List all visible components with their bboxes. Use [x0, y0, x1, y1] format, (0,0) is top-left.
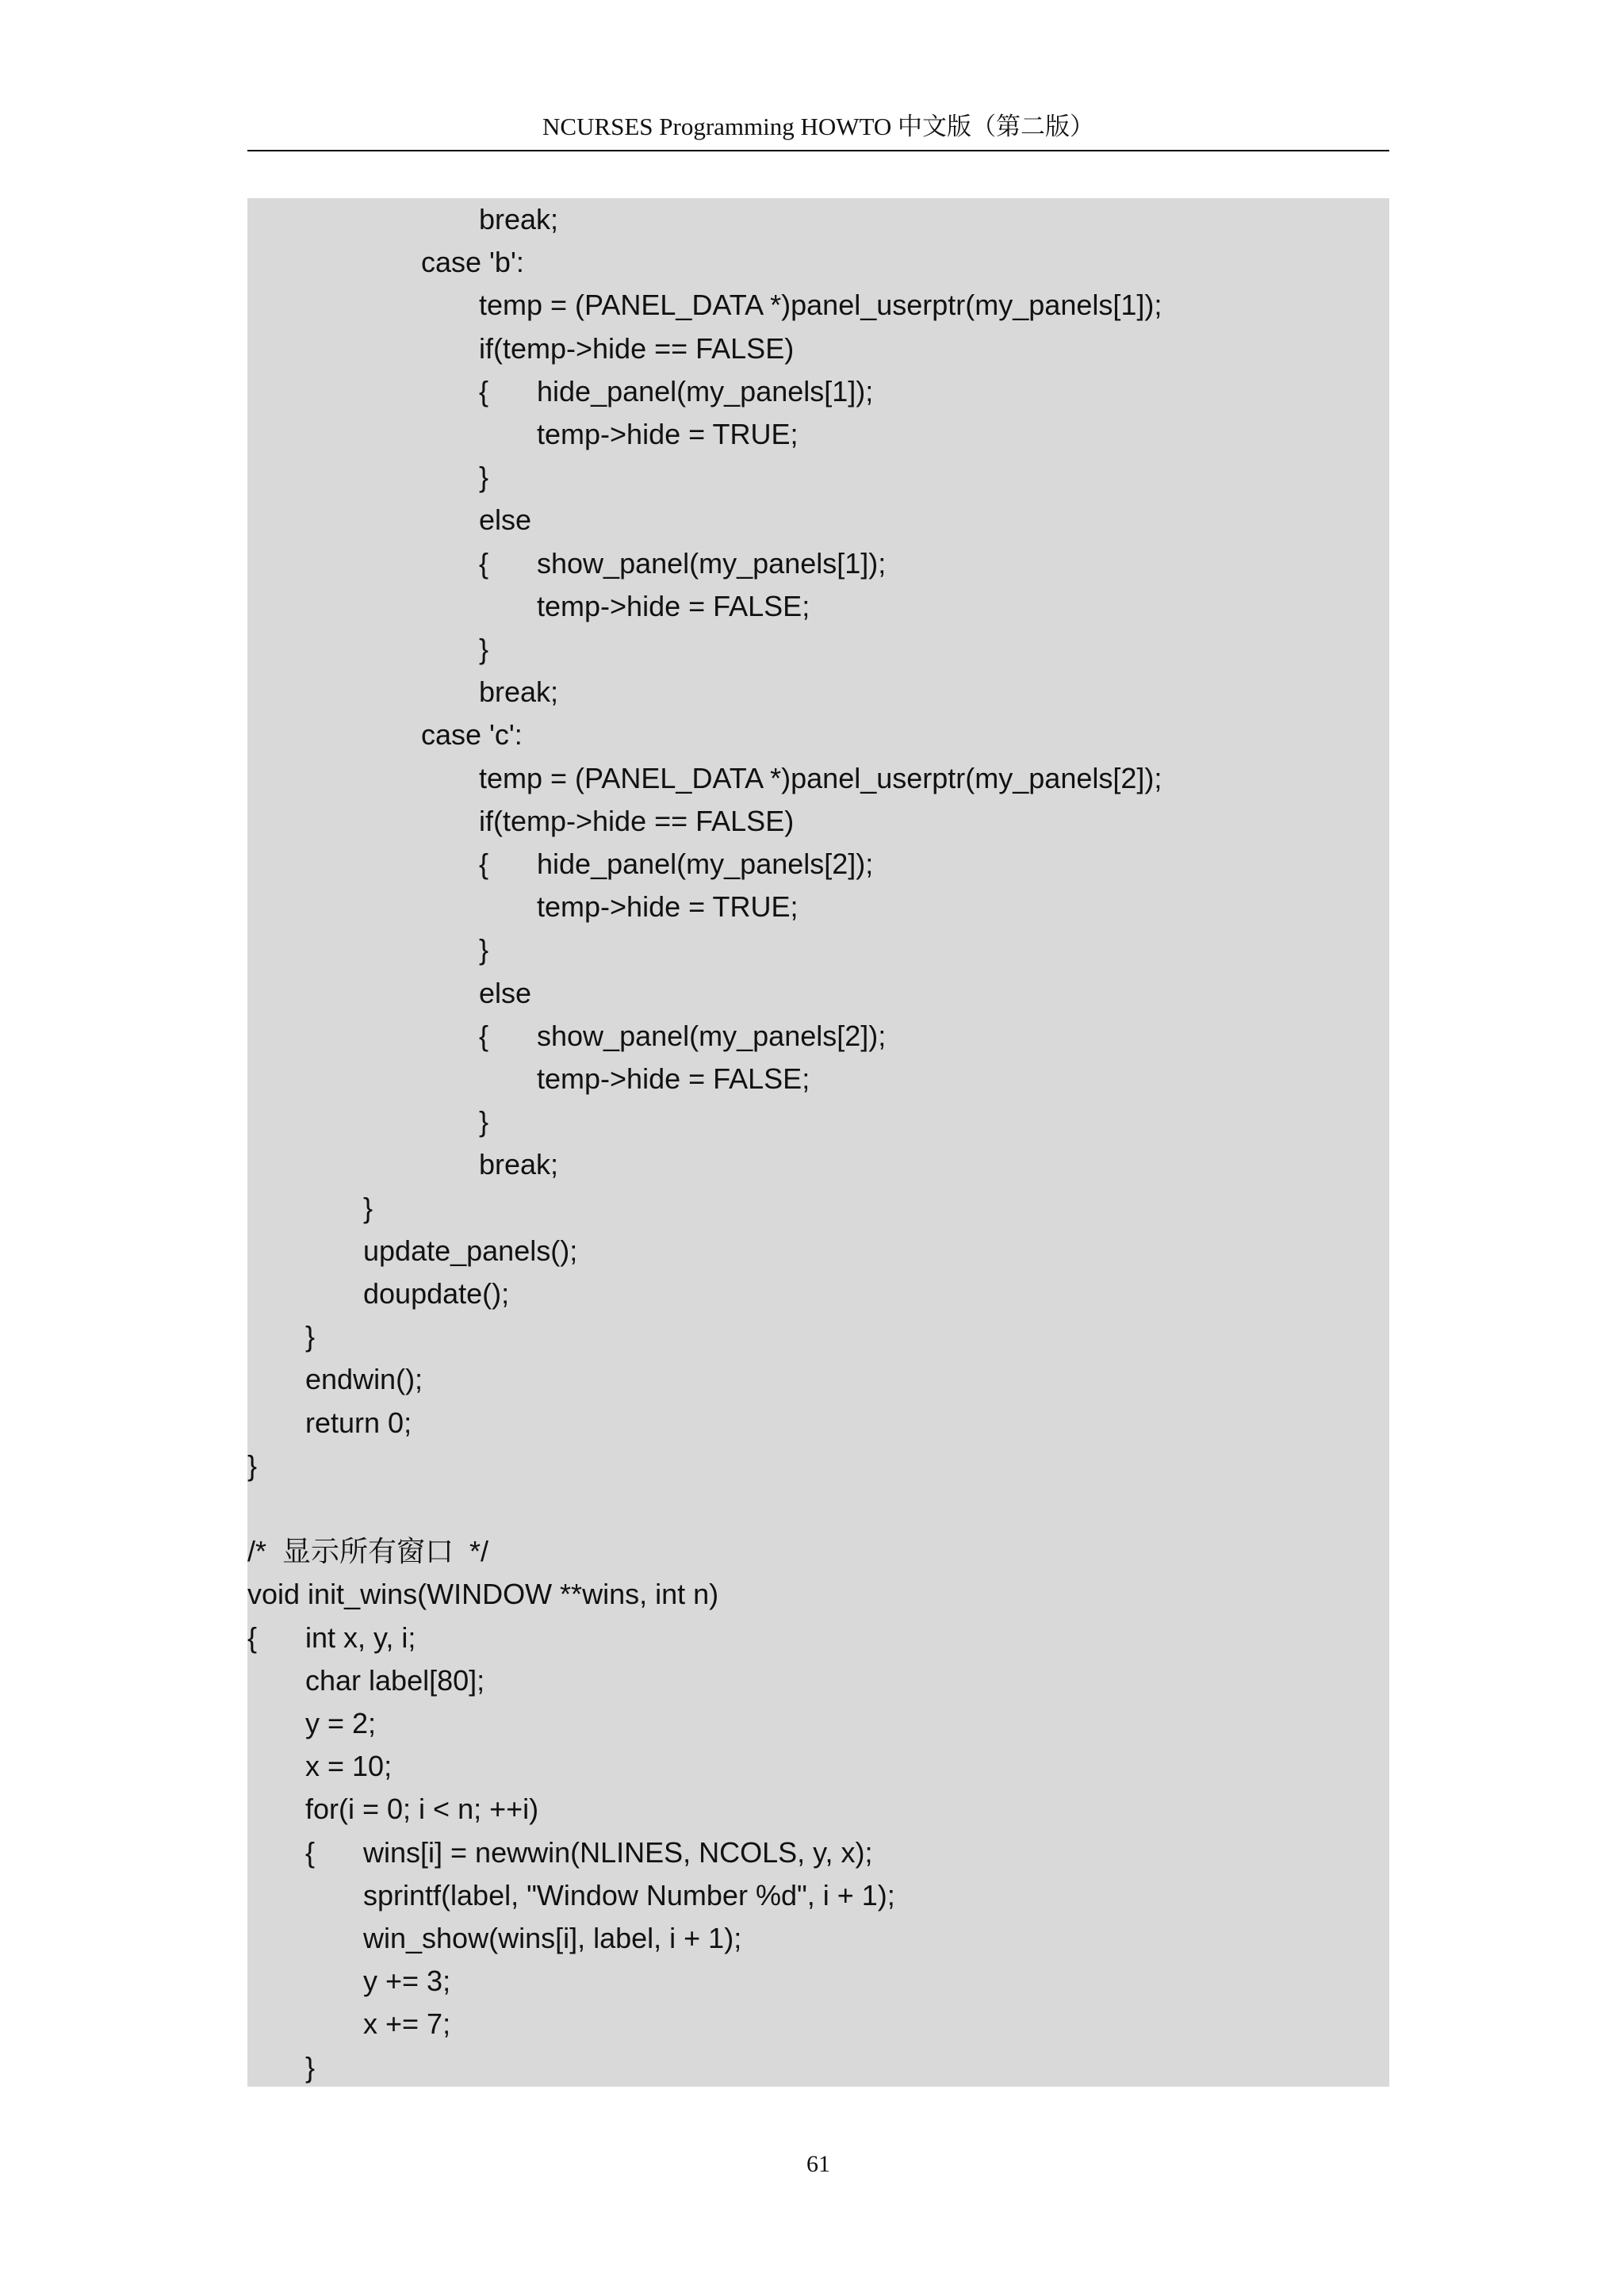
- code-line: [479, 972, 531, 1015]
- code-text: if(temp->hide == FALSE): [479, 804, 795, 837]
- code-text: else: [479, 503, 532, 537]
- code-line: [479, 284, 1162, 327]
- code-line: [363, 1230, 577, 1272]
- running-header: NCURSES Programming HOWTO 中文版（第二版）: [542, 113, 1095, 140]
- code-text: temp->hide = FALSE;: [537, 589, 810, 622]
- code-line: [363, 1960, 450, 2003]
- code-text: }: [479, 933, 489, 966]
- code-text: {: [247, 1621, 258, 1654]
- code-line: [479, 1015, 887, 1058]
- code-line: [305, 1788, 538, 1831]
- code-text: temp->hide = TRUE;: [537, 418, 799, 450]
- code-text: temp = (PANEL_DATA *)panel_userptr(my_panels[1]);: [479, 289, 1162, 322]
- code-text: case 'b':: [421, 246, 524, 279]
- code-line: [363, 1272, 509, 1315]
- code-line: [479, 800, 794, 843]
- code-line: [421, 241, 524, 284]
- code-text: temp->hide = TRUE;: [537, 890, 799, 924]
- code-line: [479, 1100, 488, 1143]
- code-text: endwin();: [305, 1363, 423, 1396]
- code-line: [305, 1402, 412, 1445]
- code-text: }: [363, 1191, 373, 1224]
- header-divider: [247, 150, 1389, 151]
- page-number: 61: [806, 2151, 830, 2177]
- code-text: else: [479, 976, 532, 1009]
- code-line: [363, 2003, 450, 2045]
- code-line: [305, 1358, 423, 1401]
- code-text: {: [479, 546, 489, 580]
- code-line: [479, 1143, 558, 1186]
- code-text: win_show(wins[i], label, i + 1);: [363, 1922, 742, 1954]
- code-text: }: [305, 1320, 316, 1353]
- code-line: [479, 928, 488, 971]
- code-text: case 'c':: [421, 718, 523, 752]
- code-text-tail: wins[i] = newwin(NLINES, NCOLS, y, x);: [363, 1835, 873, 1869]
- code-text: temp->hide = FALSE;: [537, 1062, 810, 1095]
- code-text: {: [305, 1835, 316, 1869]
- code-text-tail: hide_panel(my_panels[1]);: [537, 374, 874, 408]
- code-listing: [247, 198, 1389, 2087]
- code-line: [363, 1187, 373, 1230]
- code-text: sprintf(label, "Window Number %d", i + 1);: [363, 1878, 895, 1911]
- code-text-tail: show_panel(my_panels[2]);: [537, 1019, 887, 1052]
- code-line: [363, 1874, 895, 1917]
- code-line: [479, 843, 874, 886]
- code-line: [537, 1058, 810, 1100]
- code-text: update_panels();: [363, 1234, 578, 1267]
- code-text: }: [479, 461, 489, 494]
- code-line: [479, 757, 1162, 800]
- code-line: [537, 886, 798, 928]
- code-text: {: [479, 848, 489, 880]
- code-line: [305, 1831, 873, 1874]
- code-line: [537, 413, 798, 456]
- code-line: [247, 1445, 257, 1487]
- code-line: [479, 327, 794, 370]
- code-line: [479, 499, 531, 541]
- code-line: [479, 671, 558, 714]
- code-text: /* 显示所有窗口 */: [247, 1535, 489, 1568]
- code-line: [305, 1315, 315, 1358]
- code-line: [537, 585, 810, 628]
- code-text: return 0;: [305, 1406, 412, 1439]
- code-text: char label[80];: [305, 1663, 485, 1697]
- code-text: {: [479, 1019, 489, 1052]
- code-line: [247, 1573, 718, 1616]
- code-line: [479, 456, 488, 499]
- code-text: }: [305, 2050, 316, 2084]
- code-line: [305, 1702, 376, 1745]
- code-line: [363, 1917, 741, 1960]
- code-text: break;: [479, 675, 559, 709]
- code-line: [305, 1745, 392, 1788]
- code-line: [479, 370, 874, 413]
- code-text: }: [247, 1448, 258, 1482]
- code-line: [479, 198, 558, 241]
- code-text: x = 10;: [305, 1750, 393, 1783]
- code-text: {: [479, 374, 489, 408]
- code-text: void init_wins(WINDOW **wins, int n): [247, 1578, 719, 1611]
- code-text: y = 2;: [305, 1707, 377, 1739]
- code-text-tail: show_panel(my_panels[1]);: [537, 546, 887, 580]
- code-line: [247, 1617, 416, 1659]
- code-text-tail: hide_panel(my_panels[2]);: [537, 848, 874, 880]
- code-text: doupdate();: [363, 1277, 510, 1310]
- code-text: }: [479, 633, 489, 665]
- code-text: for(i = 0; i < n; ++i): [305, 1793, 539, 1826]
- code-line: [305, 1659, 485, 1702]
- code-text: if(temp->hide == FALSE): [479, 331, 795, 365]
- code-line: [305, 2046, 315, 2089]
- code-text-tail: int x, y, i;: [305, 1621, 416, 1654]
- code-text: temp = (PANEL_DATA *)panel_userptr(my_panels[2]);: [479, 761, 1162, 794]
- code-text: break;: [479, 1148, 559, 1181]
- code-line: [421, 714, 523, 756]
- code-line: [247, 1530, 488, 1573]
- code-line: [479, 542, 887, 585]
- code-text: y += 3;: [363, 1965, 451, 1998]
- code-text: break;: [479, 203, 559, 235]
- code-line: [479, 628, 488, 671]
- code-text: x += 7;: [363, 2007, 451, 2041]
- code-text: }: [479, 1105, 489, 1138]
